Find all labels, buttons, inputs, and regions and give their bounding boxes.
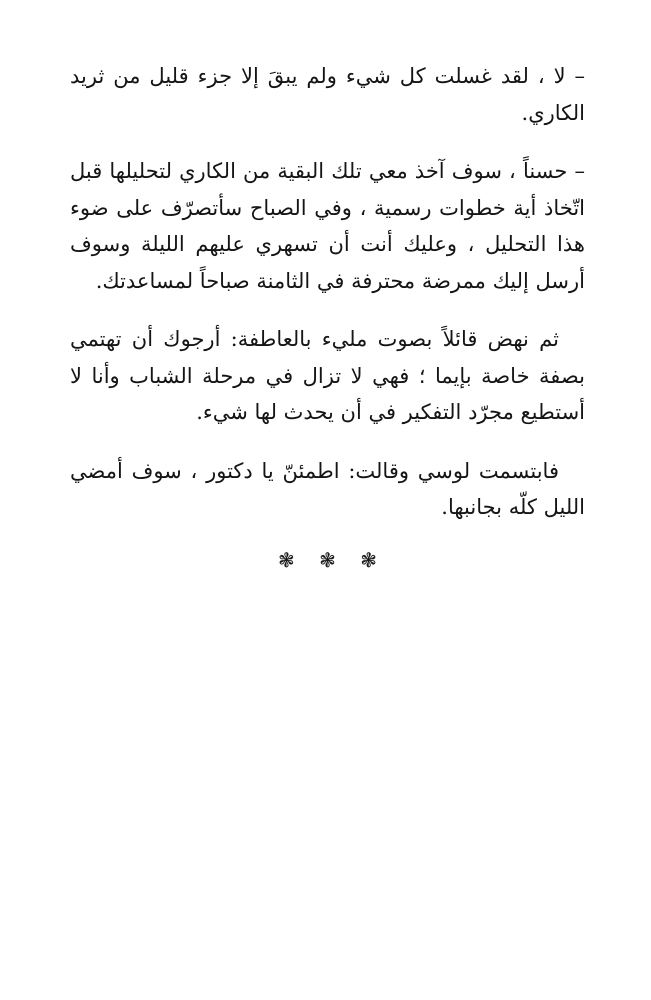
paragraph-narration-2: فابتسمت لوسي وقالت: اطمئنّ يا دكتور ، سوف أمضي الليل كلّه بجانبها. [70,458,585,519]
book-page [70,58,585,572]
asterism-icon: ❃ [277,547,295,572]
asterism-icon: ❃ [360,547,377,572]
paragraph-dialogue-1: – لا ، لقد غسلت كل شيء ولم يبقَ إلا جزء قليل من ثريد الكاري. [70,64,585,125]
paragraph-dialogue-2: – حسناً ، سوف آخذ معي تلك البقية من الكاري لتحليلها قبل اتّخاذ أية خطوات رسمية ، وفي الصباح سأتصرّف على ضوء هذا التحليل ، وعليك أنت أن تسهري عليهم الليلة وسوف أرسل إليك ممرضة محترفة في الثامنة صباحاً لمساعدتك. [70,159,585,293]
paragraph-narration-1: ثم نهض قائلاً بصوت مليء بالعاطفة: أرجوك أن تهتمي بصفة خاصة بإيما ؛ فهي لا تزال في مرحلة الشباب وأنا لا أستطيع مجرّد التفكير في أن يحدث لها شيء. [70,327,585,424]
section-separator [70,548,585,572]
asterism-icon: ❃ [319,547,336,572]
